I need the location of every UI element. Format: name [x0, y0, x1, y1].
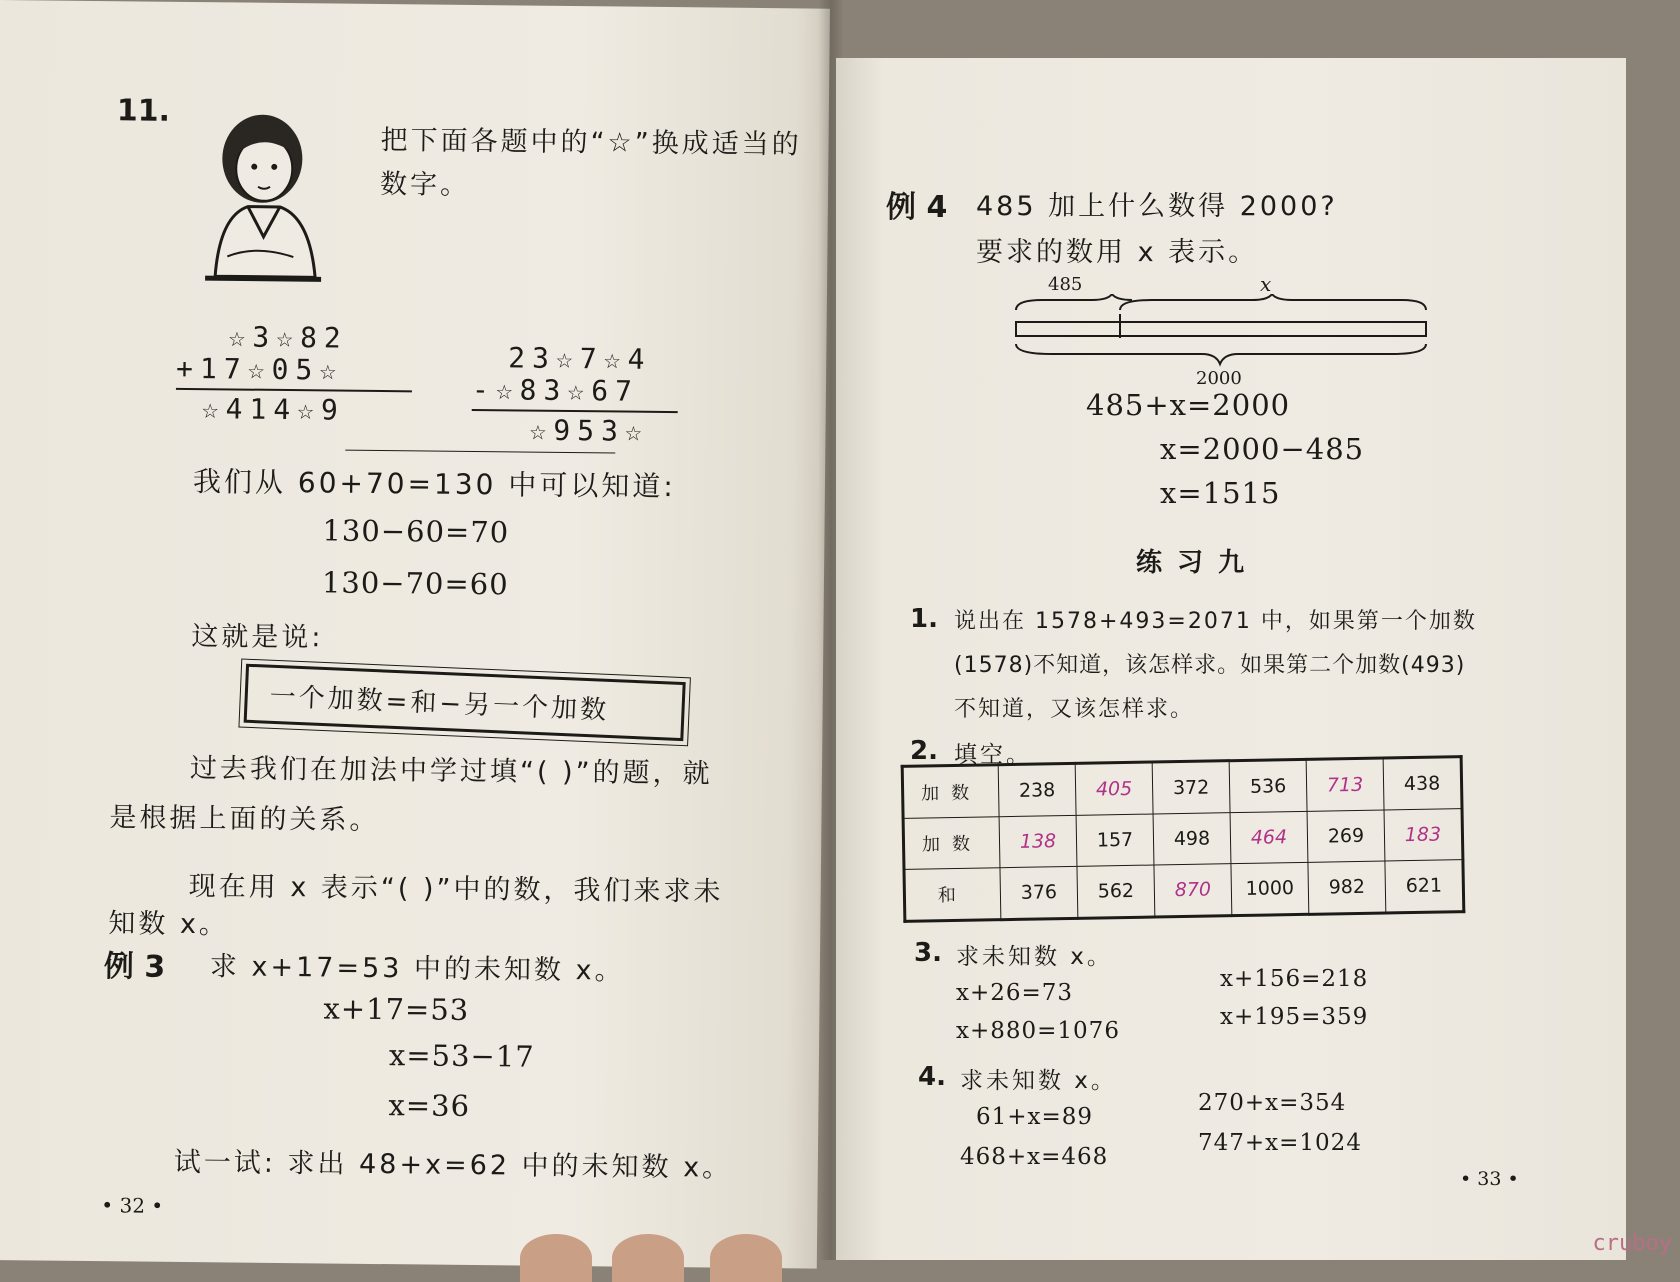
- table-cell-answer[interactable]: [1306, 758, 1384, 811]
- instruction-line-2: 数字。: [379, 168, 471, 201]
- paragraph-2-line-2: 知数 x。: [108, 908, 230, 941]
- diagram-label-2000: 2000: [1196, 368, 1242, 389]
- girl-illustration: [197, 106, 329, 287]
- example-4-label: 例 4: [886, 190, 948, 225]
- addition-row-2: +17☆05☆: [175, 351, 344, 387]
- example-4-step-3: x=1515: [1160, 476, 1281, 510]
- equation-2: 130−70=60: [321, 565, 509, 602]
- table-cell: 238: [998, 763, 1076, 816]
- table-cell-answer[interactable]: [1075, 762, 1153, 815]
- example-4-step-1: 485+x=2000: [1086, 388, 1291, 422]
- handwritten-answer: 870: [1174, 878, 1212, 902]
- handwritten-answer: 138: [1019, 830, 1057, 853]
- table-head: 加数: [902, 765, 999, 819]
- table-head: 加数: [903, 817, 1000, 870]
- handwritten-answer: 183: [1404, 823, 1442, 847]
- subtraction-result: ☆953☆: [529, 413, 649, 448]
- instruction-line-1: 把下面各题中的“☆”换成适当的: [380, 124, 802, 161]
- addition-result: ☆414☆9: [201, 392, 346, 427]
- paragraph-1-line-1: 过去我们在加法中学过填“( )”的题，就: [189, 753, 713, 790]
- right-page-number: • 33 •: [1460, 1168, 1519, 1190]
- subtraction-rule: [472, 409, 678, 413]
- q1-line-2: (1578)不知道，该怎样求。如果第二个加数(493): [954, 653, 1466, 678]
- diagram-label-485: 485: [1048, 274, 1083, 295]
- handwritten-answer: 713: [1326, 773, 1364, 797]
- table-cell-answer[interactable]: [999, 815, 1077, 867]
- table-cell: 157: [1076, 814, 1154, 866]
- q2-text: 填空。: [954, 742, 1032, 768]
- q3-equation-a: x+26=73: [956, 980, 1074, 1006]
- q4-equation-b: 270+x=354: [1198, 1090, 1347, 1116]
- table-cell: 438: [1383, 757, 1462, 810]
- example-3-text: 求 x+17=53 中的未知数 x。: [209, 951, 625, 987]
- addition-row-1: ☆3☆82: [228, 320, 348, 355]
- boxed-rule: 一个加数=和−另一个加数: [244, 664, 686, 741]
- example-4-step-2: x=2000−485: [1160, 432, 1365, 466]
- left-page-number: • 32 •: [101, 1193, 164, 1218]
- q3-equation-b: x+156=218: [1220, 966, 1369, 992]
- table-cell: 372: [1152, 761, 1230, 814]
- problem-number: 11.: [116, 93, 171, 129]
- section-divider: [345, 450, 615, 454]
- text-know: 我们从 60+70=130 中可以知道:: [192, 465, 676, 504]
- table-cell: 536: [1229, 759, 1307, 812]
- example-3-step-1: x+17=53: [323, 991, 470, 1027]
- q3-equation-c: x+880=1076: [956, 1018, 1120, 1044]
- diagram-label-x: x: [1260, 272, 1272, 296]
- table-cell: 1000: [1231, 862, 1309, 915]
- fill-in-table: [901, 755, 1466, 923]
- q1-number: 1.: [910, 604, 938, 634]
- q3-number: 3.: [914, 938, 942, 968]
- q2-number: 2.: [910, 736, 938, 766]
- example-3-step-3: x=36: [388, 1088, 471, 1123]
- handwritten-answer: 464: [1250, 826, 1288, 849]
- equation-1: 130−60=70: [322, 513, 510, 550]
- q3-text: 求未知数 x。: [956, 944, 1113, 970]
- subtraction-row-1: 23☆7☆4: [508, 341, 652, 376]
- fingers-holding-book: [520, 1234, 820, 1274]
- q3-equation-d: x+195=359: [1220, 1004, 1369, 1030]
- q4-equation-c: 468+x=468: [960, 1144, 1109, 1170]
- text-say: 这就是说:: [191, 621, 324, 654]
- left-page: [0, 0, 830, 1269]
- table-cell-answer[interactable]: [1384, 809, 1463, 861]
- q4-equation-a: 61+x=89: [976, 1104, 1094, 1130]
- q1-line-1: 说出在 1578+493=2071 中，如果第一个加数: [954, 609, 1477, 634]
- table-cell: 498: [1153, 813, 1231, 865]
- try-text: 试一试: 求出 48+x=62 中的未知数 x。: [173, 1146, 733, 1184]
- table-cell: 982: [1308, 861, 1386, 914]
- exercise-title: 练 习 九: [1136, 548, 1248, 578]
- paragraph-1-line-2: 是根据上面的关系。: [109, 802, 380, 837]
- q4-equation-d: 747+x=1024: [1198, 1130, 1362, 1156]
- q4-number: 4.: [918, 1062, 946, 1092]
- table-cell: 562: [1077, 865, 1155, 918]
- example-4-subtext: 要求的数用 x 表示。: [976, 237, 1259, 268]
- table-cell: 269: [1307, 810, 1385, 862]
- handwritten-answer: 405: [1095, 777, 1133, 801]
- example-3-step-2: x=53−17: [388, 1038, 535, 1074]
- paragraph-2-line-1: 现在用 x 表示“( )”中的数，我们来求未: [188, 871, 724, 908]
- q4-text: 求未知数 x。: [960, 1068, 1117, 1094]
- table-head: 和: [904, 868, 1001, 922]
- table-cell: 376: [1000, 866, 1078, 919]
- q1-line-3: 不知道，又该怎样求。: [954, 697, 1195, 722]
- table-cell: 621: [1385, 860, 1464, 913]
- table-row: [904, 860, 1464, 922]
- watermark: cruboy: [1592, 1231, 1672, 1256]
- example-3-label: 例 3: [103, 949, 166, 985]
- table-cell-answer[interactable]: [1154, 864, 1232, 917]
- subtraction-row-2: -☆83☆67: [471, 372, 640, 408]
- right-page: [836, 58, 1626, 1260]
- table-cell-answer[interactable]: [1230, 811, 1308, 863]
- example-4-text: 485 加上什么数得 2000?: [976, 191, 1338, 222]
